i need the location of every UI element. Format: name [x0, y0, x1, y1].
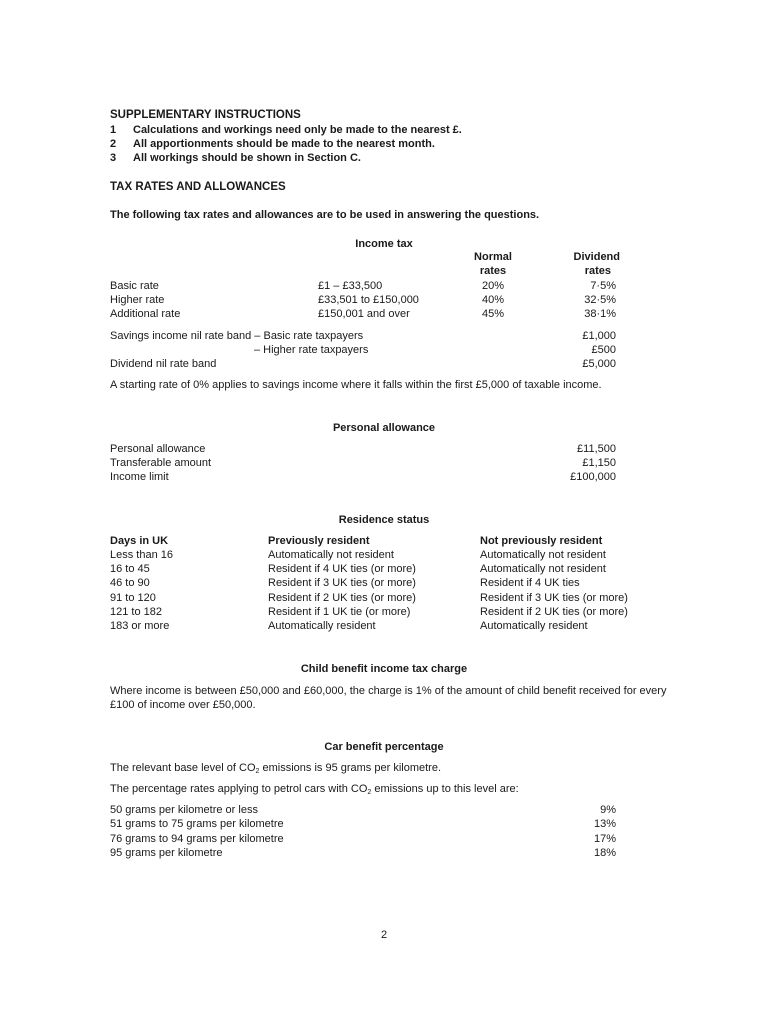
- car-emission-rate: 13%: [593, 818, 616, 830]
- car-emission-band: 76 grams to 94 grams per kilometre: [110, 833, 284, 845]
- savings-nil-band-higher-value: £500: [591, 344, 616, 356]
- residence-days: 46 to 90: [110, 577, 150, 589]
- car-emission-band: 51 grams to 75 grams per kilometre: [110, 818, 284, 830]
- allowance-value: £1,150: [582, 457, 616, 469]
- car-emission-band: 50 grams per kilometre or less: [110, 804, 258, 816]
- residence-days: Less than 16: [110, 549, 173, 561]
- child-benefit-text: Where income is between £50,000 and £60,000, the charge is 1% of the amount of child benefit received for every £100 of income over £50,000.: [110, 685, 667, 711]
- residence-previously: Automatically resident: [268, 620, 376, 632]
- savings-nil-band-higher-label: – Higher rate taxpayers: [254, 344, 369, 356]
- child-benefit-title: Child benefit income tax charge: [300, 663, 468, 675]
- allowance-value: £11,500: [577, 443, 616, 455]
- instruction-text: All apportionments should be made to the nearest month.: [133, 138, 435, 150]
- tax-band-range: £150,001 and over: [318, 308, 410, 320]
- residence-not-previously: Resident if 2 UK ties (or more): [480, 606, 628, 618]
- car-benefit-title: Car benefit percentage: [324, 741, 444, 753]
- tax-band-label: Additional rate: [110, 308, 181, 320]
- car-emission-rate: 17%: [593, 833, 616, 845]
- residence-not-previously: Resident if 3 UK ties (or more): [480, 592, 628, 604]
- supplementary-title: SUPPLEMENTARY INSTRUCTIONS: [110, 109, 301, 121]
- page-number: 2: [380, 929, 388, 941]
- residence-previously: Resident if 3 UK ties (or more): [268, 577, 416, 589]
- car-emission-rate: 9%: [600, 804, 616, 816]
- savings-nil-band-basic-value: £1,000: [582, 330, 616, 342]
- residence-not-previously: Automatically resident: [480, 620, 588, 632]
- allowance-label: Income limit: [110, 471, 169, 483]
- instruction-number: 2: [110, 138, 117, 150]
- allowance-label: Personal allowance: [110, 443, 206, 455]
- tax-band-label: Higher rate: [110, 294, 165, 306]
- normal-rates-header: Normal: [474, 251, 512, 263]
- dividend-rates-header: rates: [584, 265, 611, 277]
- residence-days: 121 to 182: [110, 606, 162, 618]
- dividend-rates-header: Dividend: [573, 251, 620, 263]
- residence-not-previously: Resident if 4 UK ties: [480, 577, 580, 589]
- normal-rate: 20%: [481, 280, 505, 292]
- residence-days: 16 to 45: [110, 563, 150, 575]
- residence-previously: Resident if 4 UK ties (or more): [268, 563, 416, 575]
- instruction-text: Calculations and workings need only be made to the nearest £.: [133, 124, 462, 136]
- personal-allowance-title: Personal allowance: [332, 422, 436, 434]
- car-rates-intro: The percentage rates applying to petrol cars with $CO_2$ emissions up to this level are:: [110, 783, 519, 796]
- residence-not-previously: Automatically not resident: [480, 563, 606, 575]
- residence-previously: Automatically not resident: [268, 549, 394, 561]
- tax-band-label: Basic rate: [110, 280, 159, 292]
- savings-nil-band-basic-label: Savings income nil rate band – Basic rate taxpayers: [110, 330, 364, 342]
- normal-rates-header: rates: [479, 265, 507, 277]
- dividend-rate: 32·5%: [584, 294, 616, 306]
- residence-not-previously: Automatically not resident: [480, 549, 606, 561]
- residence-header-not-previously: Not previously resident: [480, 535, 603, 547]
- dividend-nil-band-label: Dividend nil rate band: [110, 358, 217, 370]
- instruction-number: 1: [110, 124, 117, 136]
- starting-rate-note: A starting rate of 0% applies to savings income where it falls within the first £5,000 of taxable income.: [110, 379, 602, 391]
- dividend-rate: 7·5%: [590, 280, 616, 292]
- instruction-number: 3: [110, 152, 117, 164]
- tax-band-range: £33,501 to £150,000: [318, 294, 419, 306]
- normal-rate: 45%: [481, 308, 505, 320]
- car-emission-band: 95 grams per kilometre: [110, 847, 223, 859]
- allowance-label: Transferable amount: [110, 457, 212, 469]
- residence-header-previously: Previously resident: [268, 535, 370, 547]
- residence-previously: Resident if 2 UK ties (or more): [268, 592, 416, 604]
- income-tax-title: Income tax: [355, 238, 413, 250]
- dividend-nil-band-value: £5,000: [582, 358, 616, 370]
- car-base-level-text: The relevant base level of $CO_2$ emissions is 95 grams per kilometre.: [110, 762, 441, 775]
- residence-days: 91 to 120: [110, 592, 156, 604]
- tax-rates-title: TAX RATES AND ALLOWANCES: [110, 181, 286, 193]
- allowance-value: £100,000: [570, 471, 616, 483]
- residence-days: 183 or more: [110, 620, 170, 632]
- tax-rates-intro: The following tax rates and allowances are to be used in answering the questions.: [110, 209, 540, 221]
- car-emission-rate: 18%: [593, 847, 616, 859]
- residence-previously: Resident if 1 UK tie (or more): [268, 606, 411, 618]
- tax-band-range: £1 – £33,500: [318, 280, 383, 292]
- residence-header-days: Days in UK: [110, 535, 169, 547]
- instruction-text: All workings should be shown in Section C.: [133, 152, 361, 164]
- residence-title: Residence status: [338, 514, 430, 526]
- normal-rate: 40%: [481, 294, 505, 306]
- dividend-rate: 38·1%: [584, 308, 616, 320]
